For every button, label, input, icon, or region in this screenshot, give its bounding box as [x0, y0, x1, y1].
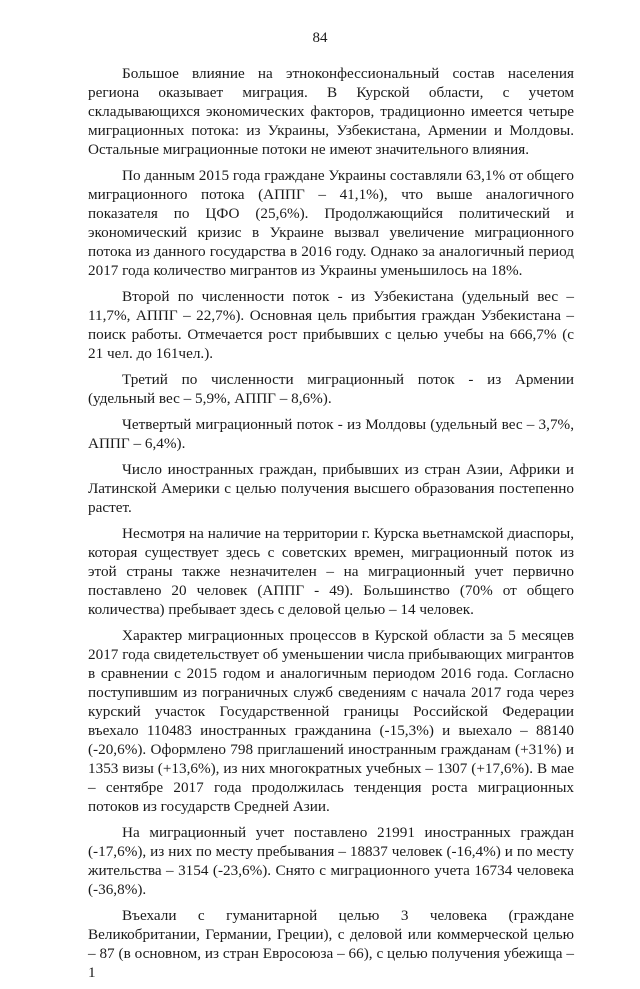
- paragraph: Въехали с гуманитарной целью 3 человека (граждане Великобритании, Германии, Греции), с деловой или коммерческой целью – 87 (в основном, из стран Евросоюза – 66), с целью получения убежища – 1: [88, 907, 574, 981]
- paragraph: Четвертый миграционный поток - из Молдовы (удельный вес – 3,7%, АППГ – 6,4%).: [88, 416, 574, 452]
- page-number: 84: [312, 30, 328, 46]
- paragraph: Третий по численности миграционный поток - из Армении (удельный вес – 5,9%, АППГ – 8,6%).: [88, 371, 574, 407]
- paragraph: Второй по численности поток - из Узбекистана (удельный вес – 11,7%, АППГ – 22,7%). Основная цель прибытия граждан Узбекистана – поиск работы. Отмечается рост прибывших с целью учебы на 666,7% (с 21 чел. до 161чел.).: [88, 288, 574, 362]
- paragraph: Характер миграционных процессов в Курской области за 5 месяцев 2017 года свидетельствует об уменьшении числа прибывающих мигрантов в сравнении с 2015 годом и аналогичным периодом 2016 года. Согласно поступившим из пограничных служб сведениям с начала 2017 года через курский участок Государственной границы Российской Федерации въехало 110483 иностранных гражданина (-15,3%) и выехало – 88140 (-20,6%). Оформлено 798 приглашений иностранным гражданам (+31%) и 1353 визы (+13,6%), из них многократных учебных – 1307 (+17,6%). В мае – сентябре 2017 года продолжилась тенденция роста миграционных потоков из государств Средней Азии.: [88, 627, 574, 815]
- paragraph: Большое влияние на этноконфессиональный состав населения региона оказывает миграция. В Курской области, с учетом складывающихся экономических факторов, традиционно имеется четыре миграционных потока: из Украины, Узбекистана, Армении и Молдовы. Остальные миграционные потоки не имеют значительного влияния.: [88, 65, 574, 158]
- paragraph: На миграционный учет поставлено 21991 иностранных граждан (-17,6%), из них по месту пребывания – 18837 человек (-16,4%) и по месту жительства – 3154 (-23,6%). Снято с миграционного учета 16734 человека (-36,8%).: [88, 824, 574, 898]
- paragraph: Число иностранных граждан, прибывших из стран Азии, Африки и Латинской Америки с целью получения высшего образования постепенно растет.: [88, 461, 574, 516]
- paragraph: По данным 2015 года граждане Украины составляли 63,1% от общего миграционного потока (АППГ – 41,1%), что выше аналогичного показателя по ЦФО (25,6%). Продолжающийся политический и экономический кризис в Украине вызвал увеличение миграционного потока из данного государства в 2016 году. Однако за аналогичный период 2017 года количество мигрантов из Украины уменьшилось на 18%.: [88, 167, 574, 279]
- document-body: [88, 64, 574, 989]
- paragraph: Несмотря на наличие на территории г. Курска вьетнамской диаспоры, которая существует здесь с советских времен, миграционный поток из этой страны также незначителен – на миграционный учет первично поставлено 20 человек (АППГ - 49). Большинство (70% от общего количества) пребывает здесь с деловой целью – 14 человек.: [88, 525, 574, 618]
